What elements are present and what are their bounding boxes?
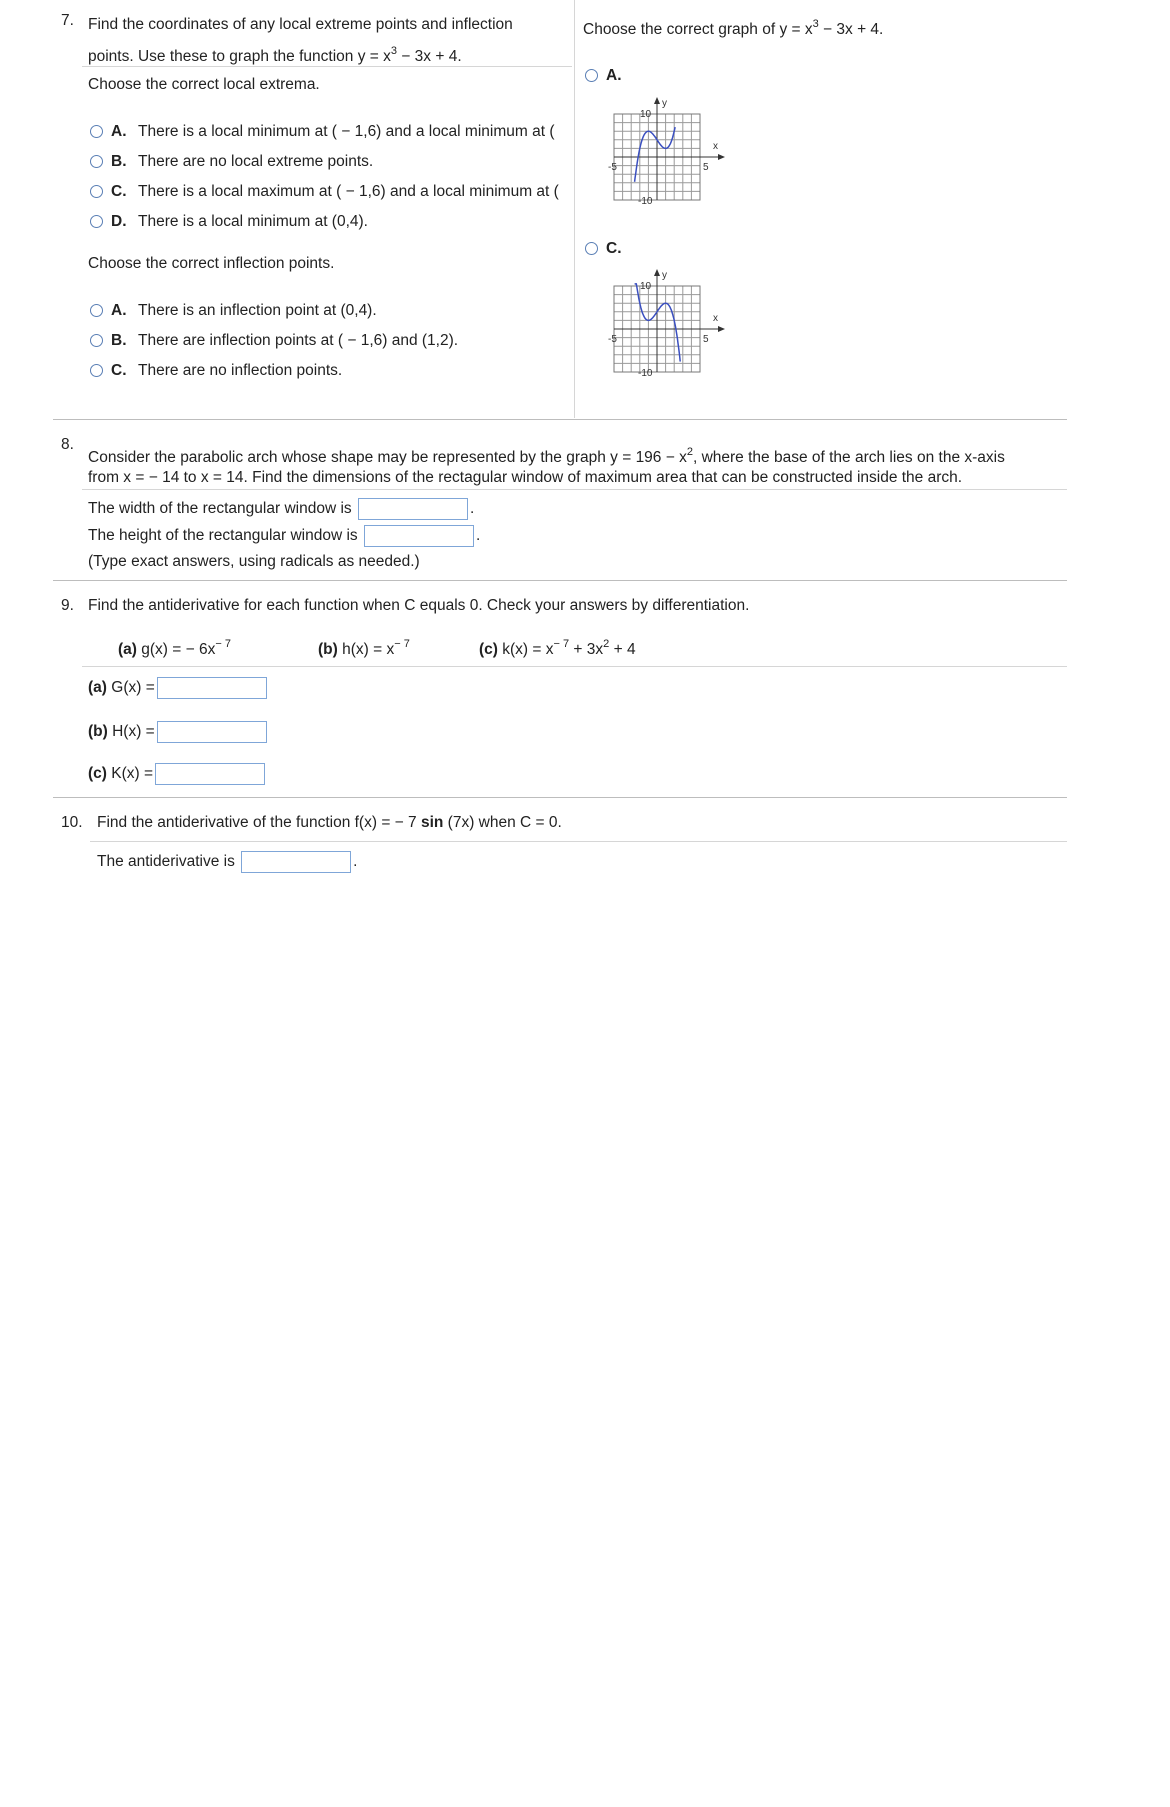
period: .	[353, 853, 358, 871]
q8-prompt	[88, 442, 1068, 488]
graph-c-x-label: x	[713, 313, 718, 324]
option-text: There is an inflection point at (0,4).	[138, 302, 377, 319]
q8-height-label: The height of the rectangular window is	[88, 527, 358, 545]
part-label: (a)	[118, 641, 137, 658]
option-letter: B.	[111, 332, 127, 349]
q10-number: 10.	[61, 814, 83, 831]
radio-button[interactable]	[90, 304, 103, 317]
option-text: There are inflection points at ( − 1,6) and (1,2).	[138, 332, 459, 349]
q7-extrema-heading: Choose the correct local extrema.	[88, 76, 320, 93]
q8-width-label: The width of the rectangular window is	[88, 500, 352, 518]
option-letter: B.	[111, 153, 127, 170]
function-exponent: − 7	[215, 638, 231, 650]
part-label: (c)	[88, 765, 107, 783]
option-text: There is a local minimum at (0,4).	[138, 213, 368, 230]
q9-answer-a-input[interactable]	[157, 677, 267, 699]
graph-a-y-top-tick: 10	[640, 109, 652, 120]
q7-inflection-option-a[interactable]	[90, 302, 377, 320]
graph-a-y-bottom-tick: -10	[638, 196, 653, 206]
q7-number: 7.	[61, 12, 74, 29]
q7-inflection-option-b[interactable]	[90, 332, 458, 350]
q10-answer-row	[97, 851, 357, 873]
q7-inflection-option-c[interactable]	[90, 362, 342, 380]
q7-extrema-option-c[interactable]	[90, 183, 559, 201]
part-label: (b)	[88, 723, 108, 741]
option-text: There is a local maximum at ( − 1,6) and a local minimum at (	[138, 183, 559, 200]
answer-label: K(x) =	[111, 765, 154, 783]
q8-bottom-divider	[53, 580, 1067, 581]
q9-bottom-divider	[53, 797, 1067, 798]
graph-a-x-left-tick: -5	[608, 162, 617, 173]
q8-width-input[interactable]	[358, 498, 468, 520]
option-letter: C.	[606, 240, 622, 257]
option-text: There is a local minimum at ( − 1,6) and a local minimum at (	[138, 123, 555, 140]
graph-c-y-bottom-tick: -10	[638, 368, 653, 378]
q8-prompt-text: Consider the parabolic arch whose shape may be represented by the graph y = 196 − x	[88, 449, 687, 466]
q8-height-row	[88, 525, 480, 547]
q10-prompt-text: Find the antiderivative of the function f(x) = − 7	[97, 814, 421, 831]
q8-prompt-line2: from x = − 14 to x = 14. Find the dimensions of the rectagular window of maximum area that can be constructed inside the arch.	[88, 469, 963, 486]
period: .	[476, 527, 481, 545]
q8-note: (Type exact answers, using radicals as needed.)	[88, 553, 420, 570]
q9-answer-c-row	[88, 763, 267, 785]
part-label: (b)	[318, 641, 338, 658]
option-letter: D.	[111, 213, 127, 230]
graph-c-y-arrow	[654, 269, 660, 276]
radio-button[interactable]	[90, 125, 103, 138]
q8-prompt-divider	[82, 489, 1067, 490]
q8-height-input[interactable]	[364, 525, 474, 547]
option-text: There are no local extreme points.	[138, 153, 374, 170]
q7-graph-option-c[interactable]	[585, 240, 622, 258]
function-exponent-2: 2	[603, 638, 610, 650]
graph-a-x-label: x	[713, 141, 718, 152]
q8-prompt-line1	[88, 442, 1068, 468]
q9-answer-b-row	[88, 721, 269, 743]
graph-a-curve	[635, 127, 676, 182]
period: .	[469, 500, 475, 518]
graph-c-x-left-tick: -5	[608, 334, 617, 345]
option-letter: A.	[111, 123, 127, 140]
q7-bottom-divider	[53, 419, 1067, 420]
q10-answer-label: The antiderivative is	[97, 853, 235, 871]
q7-prompt-divider	[82, 66, 572, 67]
q7-graph-option-a[interactable]	[585, 67, 622, 85]
q7-prompt-exponent: 3	[390, 45, 397, 57]
q7-graph-heading	[583, 18, 883, 39]
q7-column-divider	[574, 0, 575, 418]
option-letter: A.	[111, 302, 127, 319]
q9-answer-c-input[interactable]	[155, 763, 265, 785]
option-letter: C.	[111, 362, 127, 379]
q8-width-row	[88, 498, 474, 520]
q9-number: 9.	[61, 597, 74, 614]
answer-label: G(x) =	[111, 679, 155, 697]
radio-button[interactable]	[585, 69, 598, 82]
q9-function-b	[318, 638, 410, 659]
graph-a-y-arrow	[654, 97, 660, 104]
function-text-mid: + 3x	[569, 641, 604, 658]
function-text-end: + 4	[609, 641, 636, 658]
q7-prompt-text: points. Use these to graph the function y = x	[88, 48, 391, 65]
function-text: h(x) = x	[342, 641, 395, 658]
graph-c-y-top-tick: 10	[640, 281, 652, 292]
q7-extrema-option-a[interactable]	[90, 123, 555, 141]
q10-prompt-divider	[90, 841, 1067, 842]
part-label: (c)	[479, 641, 498, 658]
graph-heading-text-end: − 3x + 4.	[818, 21, 884, 38]
q9-function-a	[118, 638, 231, 659]
q10-prompt	[97, 814, 562, 832]
part-label: (a)	[88, 679, 107, 697]
graph-heading-text: Choose the correct graph of y = x	[583, 21, 813, 38]
q9-prompt: Find the antiderivative for each function when C equals 0. Check your answers by differentiation.	[88, 597, 750, 614]
option-letter: A.	[606, 67, 622, 84]
q10-prompt-sin: sin	[420, 814, 444, 831]
q8-prompt-text-end: , where the base of the arch lies on the x-axis	[692, 449, 1005, 466]
option-text: There are no inflection points.	[138, 362, 343, 379]
function-exponent: − 7	[394, 638, 410, 650]
q9-prompt-divider	[82, 666, 1067, 667]
graph-heading-exponent: 3	[812, 18, 819, 30]
q7-prompt-line1: Find the coordinates of any local extreme points and inflection	[88, 16, 513, 33]
option-letter: C.	[111, 183, 127, 200]
q7-prompt	[88, 12, 568, 70]
graph-c-x-right-tick: 5	[703, 334, 709, 345]
answer-label: H(x) =	[112, 723, 155, 741]
graph-a-x-arrow	[718, 154, 725, 160]
q7-inflection-heading: Choose the correct inflection points.	[88, 255, 335, 272]
q7-graph-a	[608, 94, 728, 206]
q7-extrema-option-b[interactable]	[90, 153, 373, 171]
radio-button[interactable]	[90, 155, 103, 168]
q8-number: 8.	[61, 436, 74, 453]
q7-prompt-text-end: − 3x + 4.	[397, 48, 462, 65]
radio-button[interactable]	[90, 334, 103, 347]
radio-button[interactable]	[90, 364, 103, 377]
graph-c-y-label: y	[662, 270, 667, 281]
radio-button[interactable]	[90, 215, 103, 228]
radio-button[interactable]	[585, 242, 598, 255]
q9-answer-a-row	[88, 677, 269, 699]
q7-extrema-option-d[interactable]	[90, 213, 368, 231]
function-text: g(x) = − 6x	[141, 641, 216, 658]
q10-answer-input[interactable]	[241, 851, 351, 873]
q9-answer-b-input[interactable]	[157, 721, 267, 743]
q9-function-c	[479, 638, 636, 659]
graph-a-x-right-tick: 5	[703, 162, 709, 173]
function-exponent: − 7	[553, 638, 570, 650]
q8-prompt-exponent: 2	[686, 446, 693, 458]
function-text: k(x) = x	[502, 641, 554, 658]
graph-c-x-arrow	[718, 326, 725, 332]
q7-graph-c	[608, 266, 728, 378]
radio-button[interactable]	[90, 185, 103, 198]
graph-a-y-label: y	[662, 98, 667, 109]
q10-prompt-text-end: (7x) when C = 0.	[443, 814, 562, 831]
